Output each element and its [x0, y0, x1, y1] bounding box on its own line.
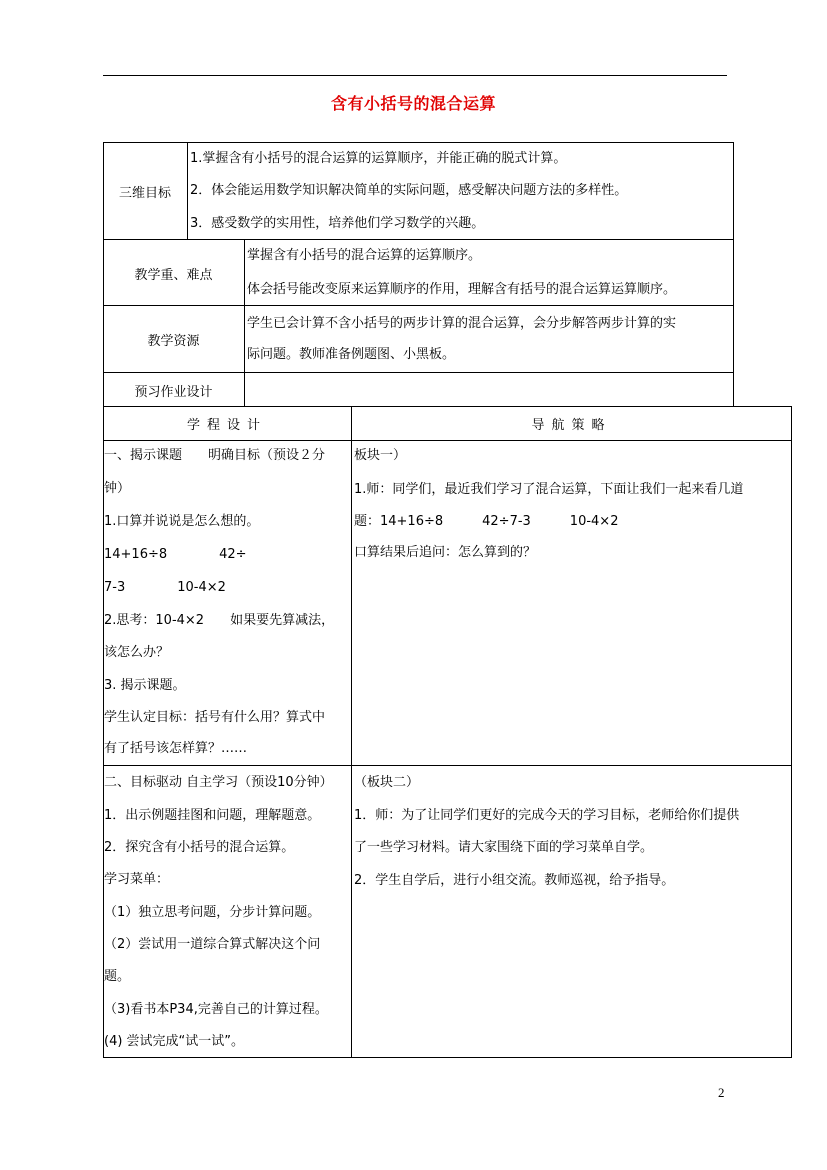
- block1-left-line: 有了括号该怎样算？……: [104, 741, 248, 756]
- block-divider: [103, 765, 792, 766]
- block1-right-line: 1.师：同学们，最近我们学习了混合运算，下面让我们一起来看几道: [354, 482, 744, 497]
- resource-line: 学生已会计算不含小括号的两步计算的混合运算，会分步解答两步计算的实: [247, 316, 677, 331]
- block2-left-line: （1）独立思考问题，分步计算问题。: [104, 905, 321, 920]
- key-point-line: 体会括号能改变原来运算顺序的作用，理解含有括号的混合运算运算顺序。: [247, 282, 677, 297]
- block1-left-line: 钟）: [104, 481, 131, 496]
- block1-left-line: 1.口算并说说是怎么想的。: [104, 514, 260, 529]
- design-table: [103, 406, 792, 1058]
- block1-right-line: 题：14+16÷8 42÷7-3 10-4×2: [354, 514, 619, 529]
- block1-left-line: 14+16÷8 42÷: [104, 547, 247, 562]
- block2-left-line: 2．探究含有小括号的混合运算。: [104, 840, 295, 855]
- page-title: 含有小括号的混合运算: [330, 94, 496, 113]
- strategy-column-header: 导航策略: [531, 418, 612, 433]
- row-divider: [103, 305, 734, 306]
- block2-left-line: （2）尝试用一道综合算式解决这个问: [104, 937, 321, 952]
- block1-right-line: 口算结果后追问：怎么算到的？: [354, 545, 537, 560]
- key-points-label: 教学重、难点: [134, 268, 213, 283]
- block1-left-line: 2.思考：10-4×2 如果要先算减法，: [104, 613, 335, 628]
- header-rule: [103, 75, 727, 76]
- block1-right-line: 板块一）: [354, 448, 407, 463]
- key-point-line: 掌握含有小括号的混合运算的运算顺序。: [247, 248, 482, 263]
- design-column-header: 学程设计: [186, 418, 267, 433]
- block1-left-line: 一、揭示课题 明确目标（预设２分: [104, 448, 326, 463]
- goals-label: 三维目标: [118, 186, 171, 201]
- goal-line: 3．感受数学的实用性，培养他们学习数学的兴趣。: [190, 216, 485, 231]
- resources-label: 教学资源: [147, 334, 200, 349]
- label-divider: [244, 239, 245, 407]
- block2-left-line: 学习菜单：: [104, 872, 170, 887]
- block2-left-line: 二、目标驱动 自主学习（预设10分钟）: [104, 775, 333, 790]
- block2-left-line: （3)看书本P34,完善自己的计算过程。: [104, 1002, 328, 1017]
- goal-line: 1.掌握含有小括号的混合运算的运算顺序，并能正确的脱式计算。: [190, 151, 567, 166]
- block1-left-line: 7-3 10-4×2: [104, 580, 226, 595]
- header-divider: [103, 440, 792, 441]
- design-column-divider: [351, 406, 352, 1058]
- preview-label: 预习作业设计: [134, 385, 213, 400]
- goal-line: 2．体会能运用数学知识解决简单的实际问题，感受解决问题方法的多样性。: [190, 183, 628, 198]
- block2-left-line: 1．出示例题挂图和问题，理解题意。: [104, 808, 321, 823]
- block2-right-line: 了一些学习材料。请大家围绕下面的学习菜单自学。: [354, 840, 654, 855]
- goals-divider: [187, 142, 188, 239]
- resource-line: 际问题。教师准备例题图、小黑板。: [247, 347, 456, 362]
- row-divider: [103, 239, 734, 240]
- block2-right-line: 2．学生自学后，进行小组交流。教师巡视，给予指导。: [354, 873, 675, 888]
- block2-right-line: （板块二）: [354, 775, 420, 790]
- block2-left-line: (4) 尝试完成“试一试”。: [104, 1034, 245, 1049]
- block1-left-line: 学生认定目标：括号有什么用？算式中: [104, 710, 326, 725]
- block2-left-line: 题。: [104, 969, 131, 984]
- block1-left-line: 该怎么办？: [104, 645, 170, 660]
- page-number: 2: [718, 1085, 725, 1100]
- block1-left-line: 3. 揭示课题。: [104, 678, 186, 693]
- row-divider: [103, 372, 734, 373]
- block2-right-line: 1．师：为了让同学们更好的完成今天的学习目标，老师给你们提供: [354, 808, 740, 823]
